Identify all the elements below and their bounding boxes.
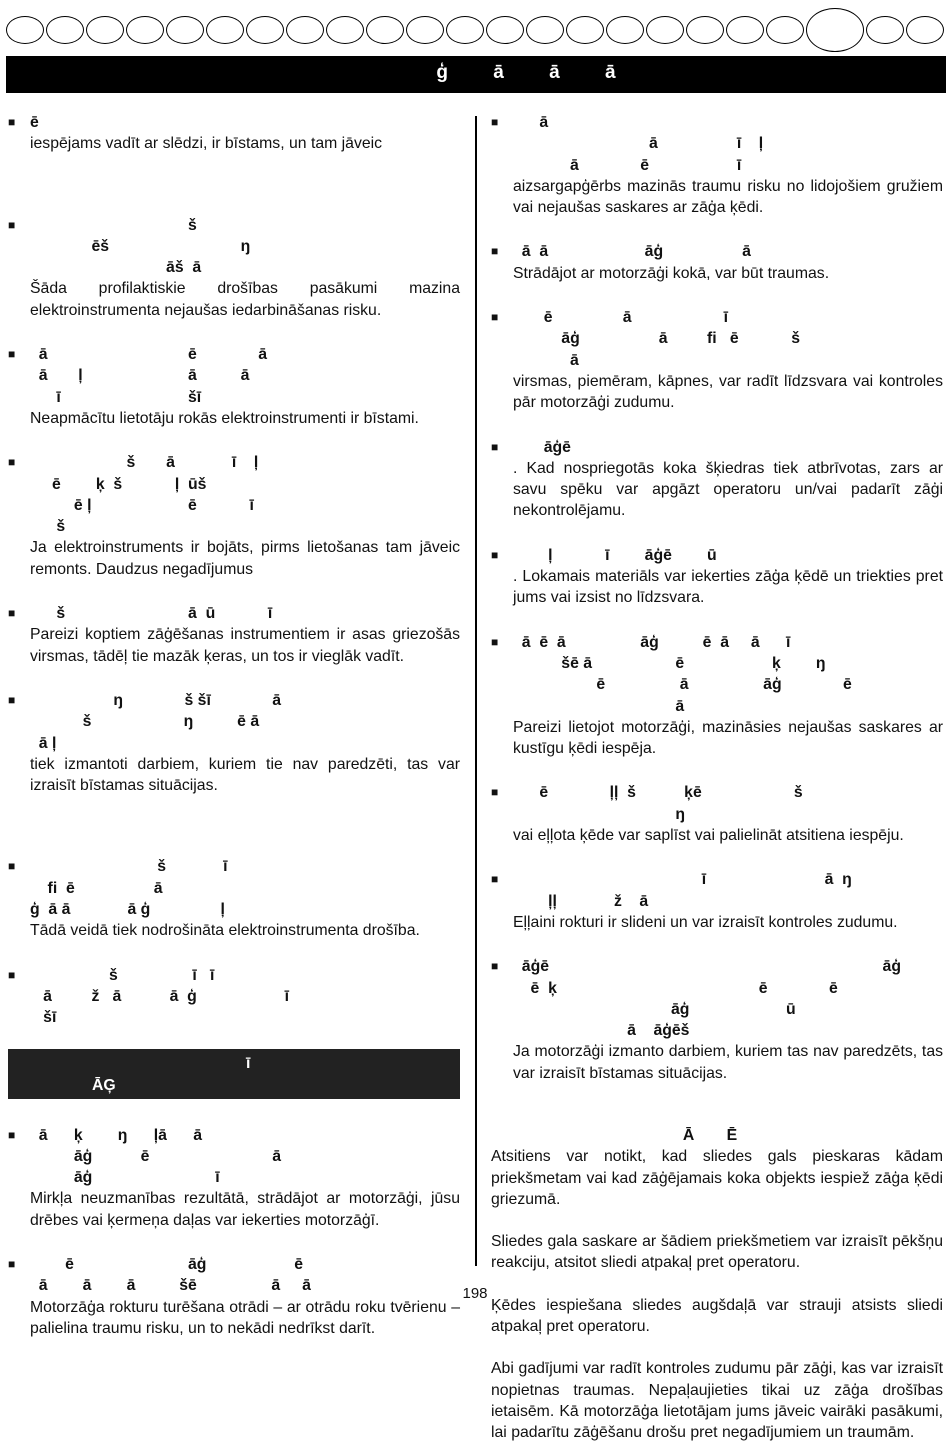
- spacer: [491, 218, 943, 241]
- bullet-item: [491, 869, 943, 933]
- item-text: Eļļaini rokturi ir slideni un var izraisīt kontroles zudumu.: [513, 913, 898, 931]
- spacer: [491, 933, 943, 956]
- bold-line: š: [30, 518, 66, 536]
- tab-oval: [326, 16, 364, 44]
- spacer: [8, 1339, 460, 1362]
- bullet-square: ■: [8, 1127, 16, 1142]
- tab-oval: [206, 16, 244, 44]
- bullet-item: [8, 344, 460, 429]
- bullet-item: [491, 112, 943, 218]
- tab-oval: [566, 16, 604, 44]
- tab-oval: [446, 16, 484, 44]
- bold-line: ī šī: [30, 388, 202, 406]
- bold-line: ē ķ ē ē: [513, 979, 838, 997]
- bold-line: fi ē ā: [30, 879, 163, 897]
- bold-line: ā ē ā: [30, 346, 268, 364]
- kickback-paragraph: Atsitiens var notikt, kad sliedes gals pieskaras kādam priekšmetam vai kad zāģējamais koka objekts iespiež zāģa ķēdi griezumā.: [491, 1148, 943, 1208]
- tab-oval: [486, 16, 524, 44]
- item-text: . Lokamais materiāls var iekerties zāģa ķēdē un triekties pret jums vai izsist no līdzsvara.: [513, 568, 943, 607]
- bullet-square: ■: [8, 217, 16, 232]
- spacer: [8, 321, 460, 344]
- bold-line: šī: [30, 1009, 57, 1027]
- tab-oval: [126, 16, 164, 44]
- tab-oval: [166, 16, 204, 44]
- bold-line: ŋ: [513, 805, 686, 823]
- tab-oval: [86, 16, 124, 44]
- item-text: vai eļļota ķēde var saplīst vai palielināt atsitiena iespēju.: [513, 827, 904, 845]
- spacer: [491, 759, 943, 782]
- bullet-item: [8, 603, 460, 667]
- bullet-item: [8, 1125, 460, 1231]
- bold-line: ēš ŋ: [30, 237, 251, 255]
- column-divider: [475, 116, 477, 1266]
- tab-oval: [46, 16, 84, 44]
- tab-oval: [906, 16, 944, 44]
- bold-line: ā ķ ŋ ļā ā: [30, 1126, 203, 1144]
- bullet-square: ■: [491, 785, 499, 800]
- bold-line: šē ā ē ķ ŋ: [513, 654, 826, 672]
- bullet-square: ■: [8, 115, 16, 129]
- tab-oval: [246, 16, 284, 44]
- bold-line: ļ ī āģē ū: [513, 546, 717, 564]
- spacer: [8, 429, 460, 452]
- spacer: [8, 796, 460, 856]
- bold-line: ŋ š šī ā: [30, 691, 282, 709]
- bullet-item: [8, 690, 460, 796]
- item-text: tiek izmantoti darbiem, kuriem tie nav paredzēti, tas var izraisīt bīstamas situācijas.: [30, 755, 460, 795]
- bold-line: š ŋ ē ā: [30, 713, 260, 731]
- item-text: Ja motorzāģi izmanto darbiem, kuriem tas nav paredzēts, tas var izraisīt bīstamas situācijas.: [513, 1043, 943, 1082]
- tab-oval: [526, 16, 564, 44]
- bold-line: ā ē ā āģ ē ā ā ī: [513, 633, 791, 651]
- bold-line: āš ā: [30, 259, 202, 277]
- section-bar-line1: ī: [246, 1054, 251, 1072]
- bullet-item: [491, 437, 943, 522]
- bold-line: ā: [513, 114, 549, 131]
- bold-line: ā ī ļ: [513, 135, 764, 153]
- bullet-item: [8, 856, 460, 941]
- spacer: [491, 522, 943, 545]
- bullet-square: ■: [491, 872, 499, 887]
- tab-oval: [6, 16, 44, 44]
- bold-line: ē ļļ š ķē š: [513, 784, 803, 802]
- spacer: [491, 609, 943, 632]
- kickback-paragraph: Abi gadījumi var radīt kontroles zudumu pār zāģi, kas var izraisīt nopietnas traumas. Nepaļaujieties tikai uz zāģa drošības ietaisēm. Kā motorzāģa lietotājam jums jāveic vairāki pasākumi, lai padarītu zāģēšanu drošu pret negadījumiem un traumām.: [491, 1360, 943, 1442]
- bullet-item: [491, 782, 943, 846]
- kickback-heading: Ā Ē: [682, 1126, 752, 1144]
- tab-strip: [6, 16, 946, 46]
- spacer: [491, 1084, 943, 1107]
- page-number: 198: [462, 1285, 488, 1302]
- bullet-item: [491, 545, 943, 609]
- bold-line: ā ļ ā ā: [30, 367, 250, 385]
- bullet-square: ■: [8, 692, 16, 707]
- tab-oval: [726, 16, 764, 44]
- header-title: ģ ā ā ā: [436, 62, 636, 83]
- bold-line: ē ļ ē ī: [30, 496, 254, 514]
- item-text: virsmas, piemēram, kāpnes, var radīt līdzsvara vai kontroles pār motorzāģi zudumu.: [513, 372, 943, 412]
- tab-oval: [286, 16, 324, 44]
- bullet-item: [491, 956, 943, 1084]
- bold-line: ē ķ š ļ ūš: [30, 475, 207, 493]
- spacer: [8, 667, 460, 690]
- bullet-item: [8, 965, 460, 1029]
- tab-oval: [686, 16, 724, 44]
- bold-line: ā āģēš: [513, 1022, 690, 1040]
- left-items: [8, 112, 460, 1029]
- bold-line: āģē āģ: [513, 958, 901, 976]
- item-text: aizsargapģērbs mazinās traumu risku no lidojošiem gružiem vai nejaušas saskares ar zāģa ķēdi.: [513, 177, 943, 217]
- bullet-square: ■: [8, 859, 16, 874]
- item-text: Strādājot ar motorzāģi kokā, var būt traumas.: [513, 264, 830, 282]
- spacer: [8, 1231, 460, 1254]
- bold-line: ē ā āģ ē: [513, 676, 852, 694]
- bold-line: ģ ā ā ā ģ ļ: [30, 901, 225, 919]
- tab-oval: [766, 16, 804, 44]
- item-text: Ja elektroinstruments ir bojāts, pirms lietošanas tam jāveic remonts. Daudzus negadījumus: [30, 539, 460, 578]
- bold-line: ā ā ā šē ā ā: [30, 1277, 311, 1295]
- bold-line: ā ā āģ ā: [513, 243, 751, 261]
- bold-line: ē ā ī: [513, 309, 729, 327]
- bullet-square: ■: [491, 439, 499, 454]
- item-text: Mirkļa neuzmanības rezultātā, strādājot ar motorzāģi, jūsu drēbes vai ķermeņa daļas var iekerties motorzāģī.: [30, 1190, 460, 1229]
- bullet-square: ■: [491, 959, 499, 974]
- item-text: Pareizi lietojot motorzāģi, mazināsies nejaušas saskares ar kustīgu ķēdi iespēja.: [513, 718, 943, 758]
- bold-line: āģ ā fi ē š: [513, 330, 801, 348]
- bold-line: š ī: [30, 858, 228, 876]
- kickback-paragraph: Ķēdes iespiešana sliedes augšdaļā var strauji atsists sliedi atpakaļ pret operatoru.: [491, 1296, 943, 1336]
- left-column: [8, 112, 460, 1362]
- spacer: [491, 414, 943, 437]
- bullet-square: ■: [8, 1256, 16, 1271]
- bold-line: ē āģ ē: [30, 1255, 304, 1273]
- bold-line: ā ē ī: [513, 156, 742, 174]
- section-bar-line2: ĀĢ: [92, 1076, 116, 1094]
- bullet-item: [8, 215, 460, 321]
- bold-line: ē: [30, 114, 39, 131]
- bullet-square: ■: [491, 115, 499, 129]
- bold-line: āģ ē ā: [30, 1147, 282, 1165]
- spacer: [8, 580, 460, 603]
- item-text: iespējams vadīt ar slēdzi, ir bīstams, un tam jāveic: [30, 135, 383, 153]
- spacer: [8, 155, 460, 215]
- bold-line: āģ ū: [513, 1000, 796, 1018]
- kickback-paragraph: Sliedes gala saskare ar šādiem priekšmetiem var izraisīt pēkšņu reakciju, atsitot sliedi atpakaļ pret operatoru.: [491, 1233, 943, 1272]
- left-items-2: [8, 1125, 460, 1363]
- header-bar: [6, 56, 946, 93]
- bullet-square: ■: [8, 347, 16, 362]
- bold-line: āģ ī: [30, 1169, 220, 1187]
- bullet-square: ■: [8, 455, 16, 470]
- bullet-square: ■: [491, 547, 499, 562]
- bold-line: ļļ ž ā: [513, 892, 649, 910]
- spacer: [491, 846, 943, 869]
- item-text: Pareizi koptiem zāģēšanas instrumentiem ir asas griezošās virsmas, tādēļ tie mazāk ķeras, un tos ir vieglāk vadīt.: [30, 626, 460, 665]
- bullet-item: [8, 112, 460, 155]
- bold-line: ī ā ŋ: [513, 871, 852, 889]
- tab-oval: [646, 16, 684, 44]
- bullet-item: [491, 632, 943, 760]
- bullet-square: ■: [8, 606, 16, 621]
- bullet-square: ■: [491, 310, 499, 325]
- bullet-square: ■: [491, 634, 499, 649]
- bold-line: ā ļ: [30, 734, 57, 752]
- item-text: Neapmācītu lietotāju rokās elektroinstrumenti ir bīstami.: [30, 409, 419, 427]
- tab-oval: [806, 8, 864, 52]
- tab-oval: [606, 16, 644, 44]
- right-items: [491, 112, 943, 1107]
- tab-oval: [366, 16, 404, 44]
- section-bar: [8, 1049, 460, 1099]
- spacer: [8, 942, 460, 965]
- bold-line: š ā ū ī: [30, 605, 273, 623]
- bullet-item: [491, 241, 943, 284]
- bullet-square: ■: [491, 244, 499, 259]
- bullet-item: [8, 452, 460, 580]
- bold-line: š ā ī ļ: [30, 454, 259, 472]
- bold-line: ā: [513, 697, 685, 715]
- item-text: Motorzāģa rokturu turēšana otrādi – ar otrādu roku tvērienu – palielina traumu risku, un to nekādi nedrīkst darīt.: [30, 1298, 460, 1337]
- item-text: . Kad nospriegotās koka šķiedras tiek atbrīvotas, zars ar savu spēku var apgāzt operatoru un/vai padarīt zāģi nekontrolējamu.: [513, 459, 943, 520]
- bold-line: ā ž ā ā ģ ī: [30, 987, 289, 1005]
- bold-line: ā: [513, 351, 579, 369]
- tab-oval: [406, 16, 444, 44]
- bold-line: š ī ī: [30, 966, 215, 984]
- bold-line: š: [30, 216, 197, 234]
- bullet-item: [491, 307, 943, 413]
- spacer: [491, 284, 943, 307]
- tab-oval: [866, 16, 904, 44]
- item-text: Šāda profilaktiskie drošības pasākumi mazina elektroinstrumenta nejaušas iedarbināšanas risku.: [30, 280, 460, 319]
- bold-line: āģē: [513, 438, 571, 456]
- item-text: Tādā veidā tiek nodrošināta elektroinstrumenta drošība.: [30, 922, 420, 940]
- bullet-square: ■: [8, 967, 16, 982]
- right-column: [491, 112, 943, 1444]
